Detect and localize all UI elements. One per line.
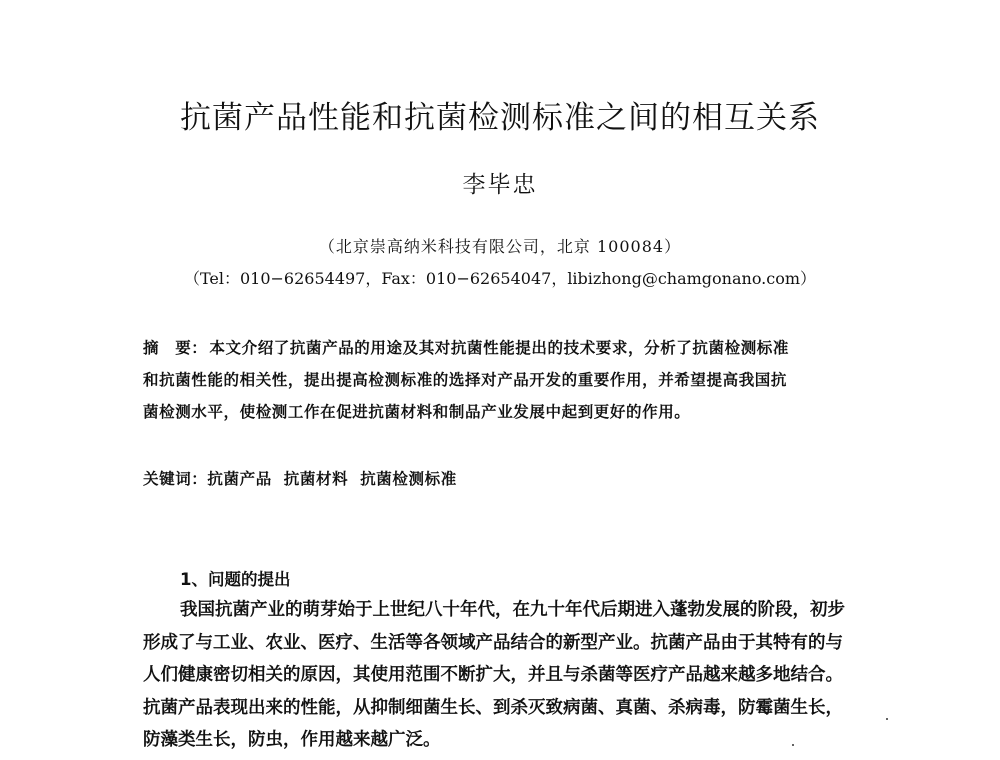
keywords-text: 抗菌产品 抗菌材料 抗菌检测标准 — [207, 469, 457, 488]
body-line: 抗菌产品表现出来的性能，从抑制细菌生长、到杀灭致病菌、真菌、杀病毒，防霉菌生长， — [143, 697, 843, 718]
abstract-text: 本文介绍了抗菌产品的用途及其对抗菌性能提出的技术要求，分析了抗菌检测标准 — [209, 338, 790, 357]
author-contact: （Tel：010−62654497，Fax：010−62654047，libizhong@chamgonano.com） — [183, 269, 817, 288]
body-line: 人们健康密切相关的原因，其使用范围不断扩大，并且与杀菌等医疗产品越来越多地结合。 — [143, 665, 843, 685]
author-name: 李毕忠 — [462, 172, 538, 198]
abstract-line — [143, 332, 873, 364]
section-body — [143, 594, 873, 757]
keywords — [143, 467, 457, 489]
keywords-label: 关键词： — [143, 469, 208, 488]
section-heading: 1、问题的提出 — [180, 570, 291, 589]
abstract-line: 菌检测水平，使检测工作在促进抗菌材料和制品产业发展中起到更好的作用。 — [143, 402, 691, 421]
abstract-line: 和抗菌性能的相关性，提出提高检测标准的选择对产品开发的重要作用，并希望提高我国抗 — [143, 370, 788, 389]
body-line: 形成了与工业、农业、医疗、生活等各领域产品结合的新型产业。抗菌产品由于其特有的与 — [143, 632, 843, 653]
body-line: 防藻类生长，防虫，作用越来越广泛。 — [143, 730, 441, 750]
abstract — [143, 332, 873, 428]
body-line: 我国抗菌产业的萌芽始于上世纪八十年代，在九十年代后期进入蓬勃发展的阶段，初步 — [180, 600, 845, 620]
author-affiliation: （北京崇高纳米科技有限公司，北京 100084） — [318, 237, 682, 256]
scan-speck — [792, 744, 794, 746]
paper-title: 抗菌产品性能和抗菌检测标准之间的相互关系 — [180, 100, 820, 136]
abstract-label: 摘 要： — [143, 338, 208, 357]
scan-speck — [886, 718, 888, 720]
